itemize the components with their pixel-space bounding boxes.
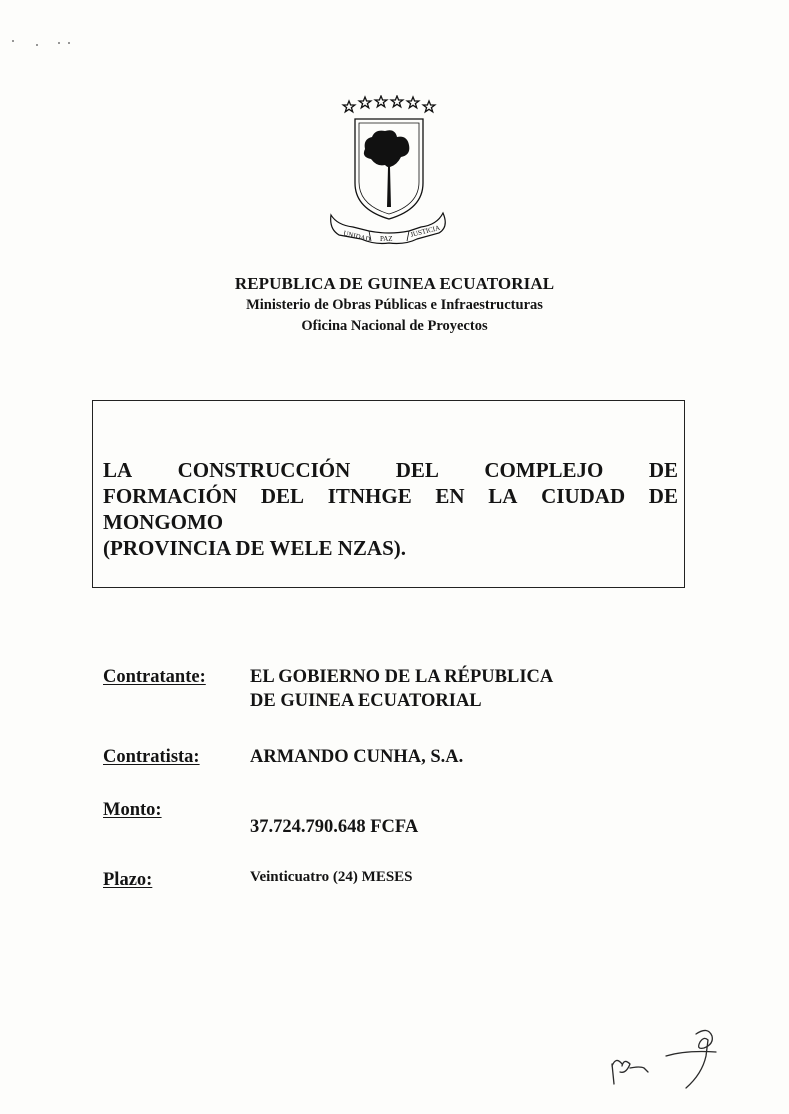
scan-speck: [36, 44, 38, 46]
project-title-line-3: MONGOMO: [103, 510, 224, 534]
title-word: LA: [103, 458, 133, 482]
title-word: DEL: [260, 484, 305, 508]
motto-word-1: UNIDAD: [342, 229, 372, 244]
star-icon: [391, 96, 403, 107]
silk-cotton-tree-icon: [364, 130, 409, 207]
title-word: ITNHGE: [327, 484, 412, 508]
title-word: CONSTRUCCIÓN: [177, 458, 351, 482]
scan-speck: [58, 42, 60, 44]
contratante-value-line-1: EL GOBIERNO DE LA RÉPUBLICA: [250, 667, 554, 687]
project-title-line-2: [103, 484, 678, 509]
motto-word-2: PAZ: [380, 235, 393, 243]
star-icon: [407, 97, 419, 108]
project-title-line-1: [103, 458, 678, 483]
title-word: FORMACIÓN: [103, 484, 238, 508]
monto-value: 37.724.790.648 FCFA: [250, 817, 419, 837]
title-word: DE: [648, 458, 678, 482]
contratante-value-line-2: DE GUINEA ECUATORIAL: [250, 691, 482, 711]
plazo-value: Veinticuatro (24) MESES: [250, 869, 413, 885]
contratista-label: Contratista:: [103, 747, 200, 767]
star-icon: [359, 97, 371, 108]
title-word: DEL: [395, 458, 439, 482]
scan-speck: [68, 42, 70, 44]
star-icon: [343, 101, 355, 112]
star-icon: [423, 101, 435, 112]
plazo-label: Plazo:: [103, 870, 153, 890]
project-title-line-4: (PROVINCIA DE WELE NZAS).: [103, 536, 406, 560]
project-title-box: [92, 400, 685, 588]
contratista-value: ARMANDO CUNHA, S.A.: [250, 747, 464, 767]
scan-speck: [12, 40, 14, 42]
title-word: CIUDAD: [541, 484, 626, 508]
country-heading: REPUBLICA DE GUINEA ECUATORIAL: [234, 274, 555, 293]
star-icon: [375, 96, 387, 107]
coat-of-arms-icon: [325, 95, 451, 253]
handwritten-initials-icon: [604, 1022, 734, 1092]
title-word: LA: [488, 484, 518, 508]
title-word: COMPLEJO: [484, 458, 604, 482]
motto-word-3: JUSTICIA: [409, 223, 441, 239]
office-heading: Oficina Nacional de Proyectos: [301, 318, 488, 334]
title-word: DE: [648, 484, 678, 508]
contratante-label: Contratante:: [103, 667, 206, 687]
monto-label: Monto:: [103, 800, 162, 820]
title-word: EN: [435, 484, 465, 508]
ministry-heading: Ministerio de Obras Públicas e Infraestructuras: [246, 297, 543, 313]
